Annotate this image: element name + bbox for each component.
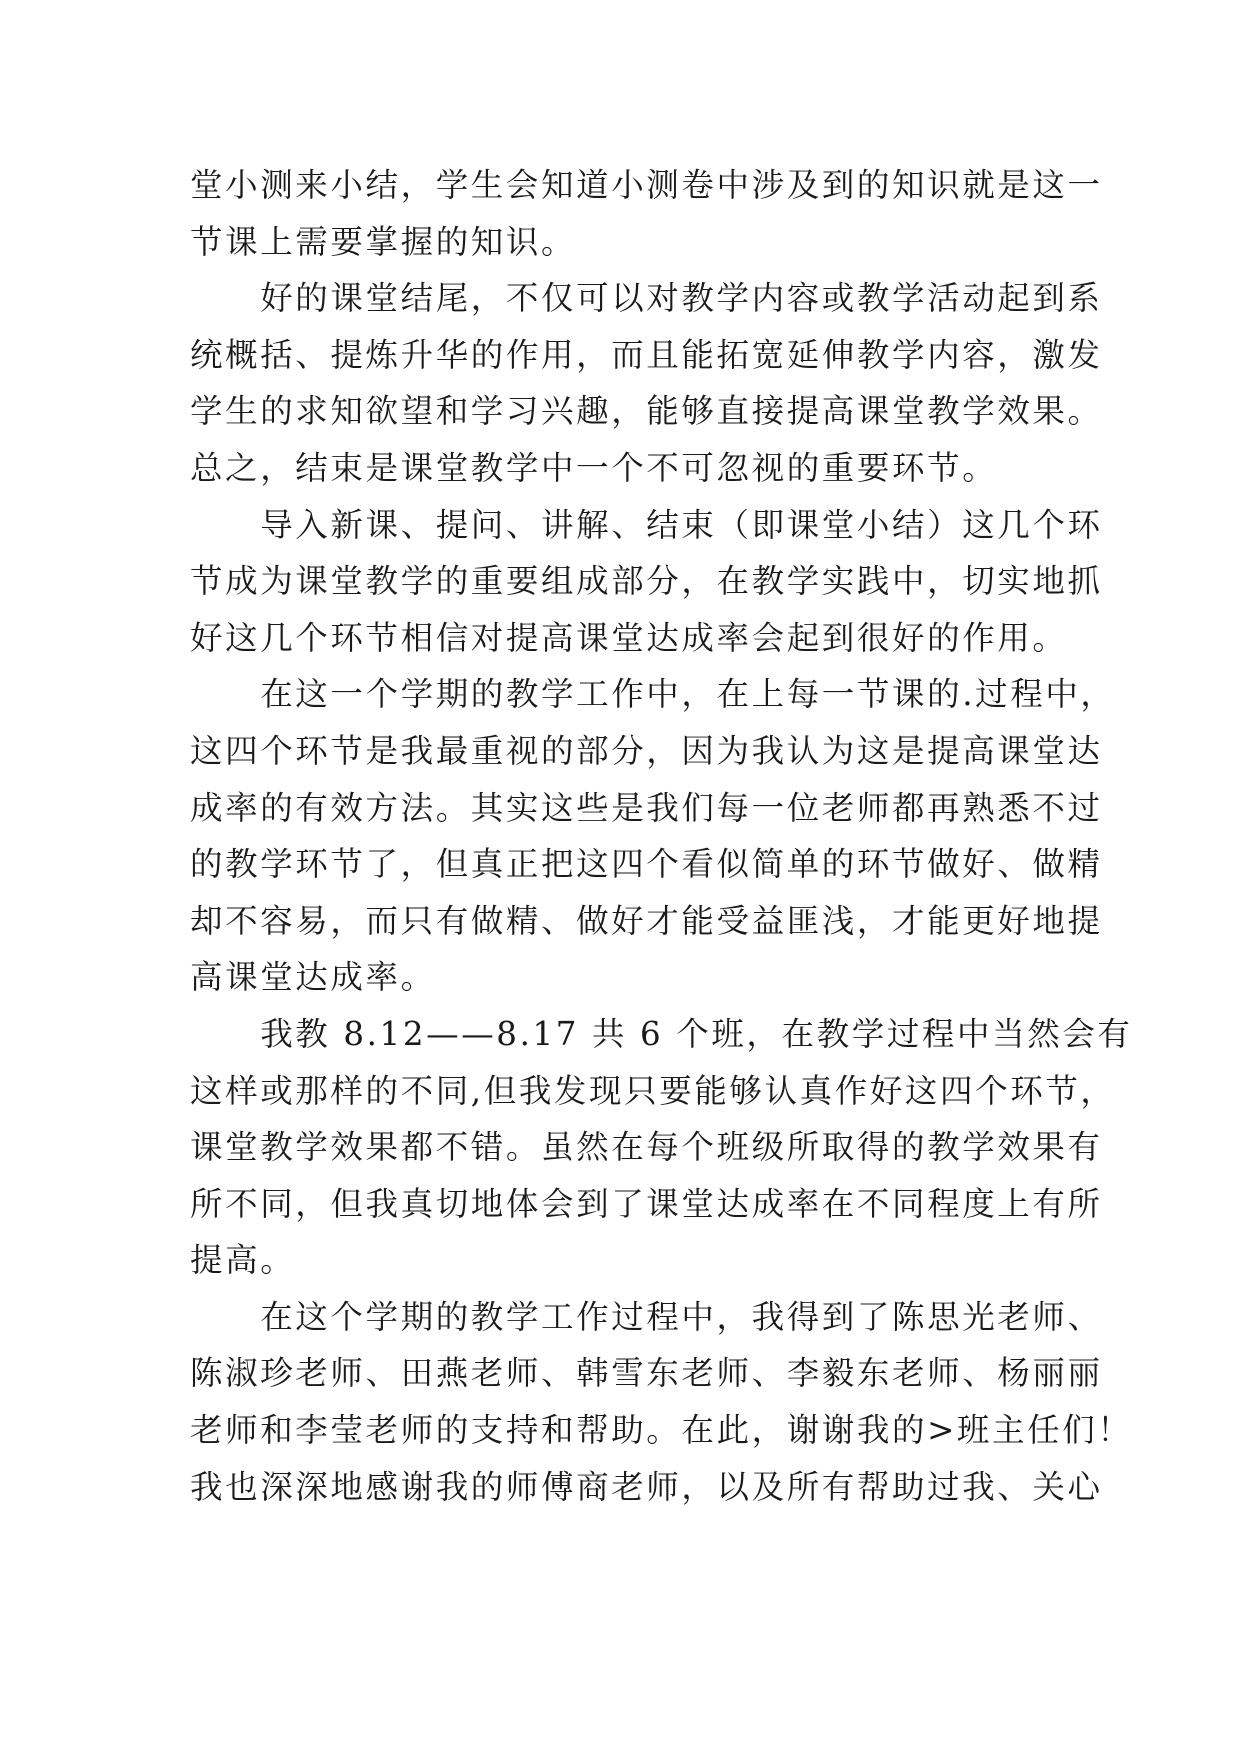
text-line: 陈淑珍老师、田燕老师、韩雪东老师、李毅东老师、杨丽丽	[190, 1354, 1103, 1393]
text-line: 总之，结束是课堂教学中一个不可忽视的重要环节。	[190, 448, 998, 487]
text-line: 导入新课、提问、讲解、结束（即课堂小结）这几个环	[190, 505, 1103, 544]
text-line: 所不同，但我真切地体会到了课堂达成率在不同程度上有所	[190, 1184, 1103, 1223]
text-line: 节课上需要掌握的知识。	[190, 222, 577, 261]
text-line: 课堂教学效果都不错。虽然在每个班级所取得的教学效果有	[190, 1128, 1103, 1167]
text-line: 老师和李莹老师的支持和帮助。在此，谢谢我的>班主任们！	[190, 1411, 1133, 1450]
text-line: 这样或那样的不同,但我发现只要能够认真作好这四个环节，	[190, 1071, 1116, 1110]
text-line: 好这几个环节相信对提高课堂达成率会起到很好的作用。	[190, 618, 1068, 657]
text-line: 学生的求知欲望和学习兴趣，能够直接提高课堂教学效果。	[190, 392, 1103, 431]
document-body	[190, 157, 1133, 1515]
text-line: 堂小测来小结，学生会知道小测卷中涉及到的知识就是这一	[190, 166, 1103, 204]
text-line: 却不容易，而只有做精、做好才能受益匪浅，才能更好地提	[190, 901, 1103, 940]
text-line: 在这个学期的教学工作过程中，我得到了陈思光老师、	[190, 1297, 1103, 1336]
text-line: 我也深深地感谢我的师傅商老师，以及所有帮助过我、关心	[190, 1467, 1103, 1506]
text-line: 这四个环节是我最重视的部分，因为我认为这是提高课堂达	[190, 731, 1103, 770]
text-line: 的教学环节了，但真正把这四个看似简单的环节做好、做精	[190, 845, 1103, 884]
text-line: 在这一个学期的教学工作中，在上每一节课的.过程中，	[190, 675, 1116, 714]
text-line: 节成为课堂教学的重要组成部分，在教学实践中，切实地抓	[190, 562, 1103, 601]
text-line: 高课堂达成率。	[190, 958, 436, 997]
text-line: 统概括、提炼升华的作用，而且能拓宽延伸教学内容，激发	[190, 335, 1103, 374]
text-line: 我教 8.12——8.17 共 6 个班，在教学过程中当然会有	[190, 1014, 1133, 1053]
text-line: 好的课堂结尾，不仅可以对教学内容或教学活动起到系	[190, 279, 1103, 318]
text-line: 提高。	[190, 1241, 296, 1280]
text-line: 成率的有效方法。其实这些是我们每一位老师都再熟悉不过	[190, 788, 1103, 827]
